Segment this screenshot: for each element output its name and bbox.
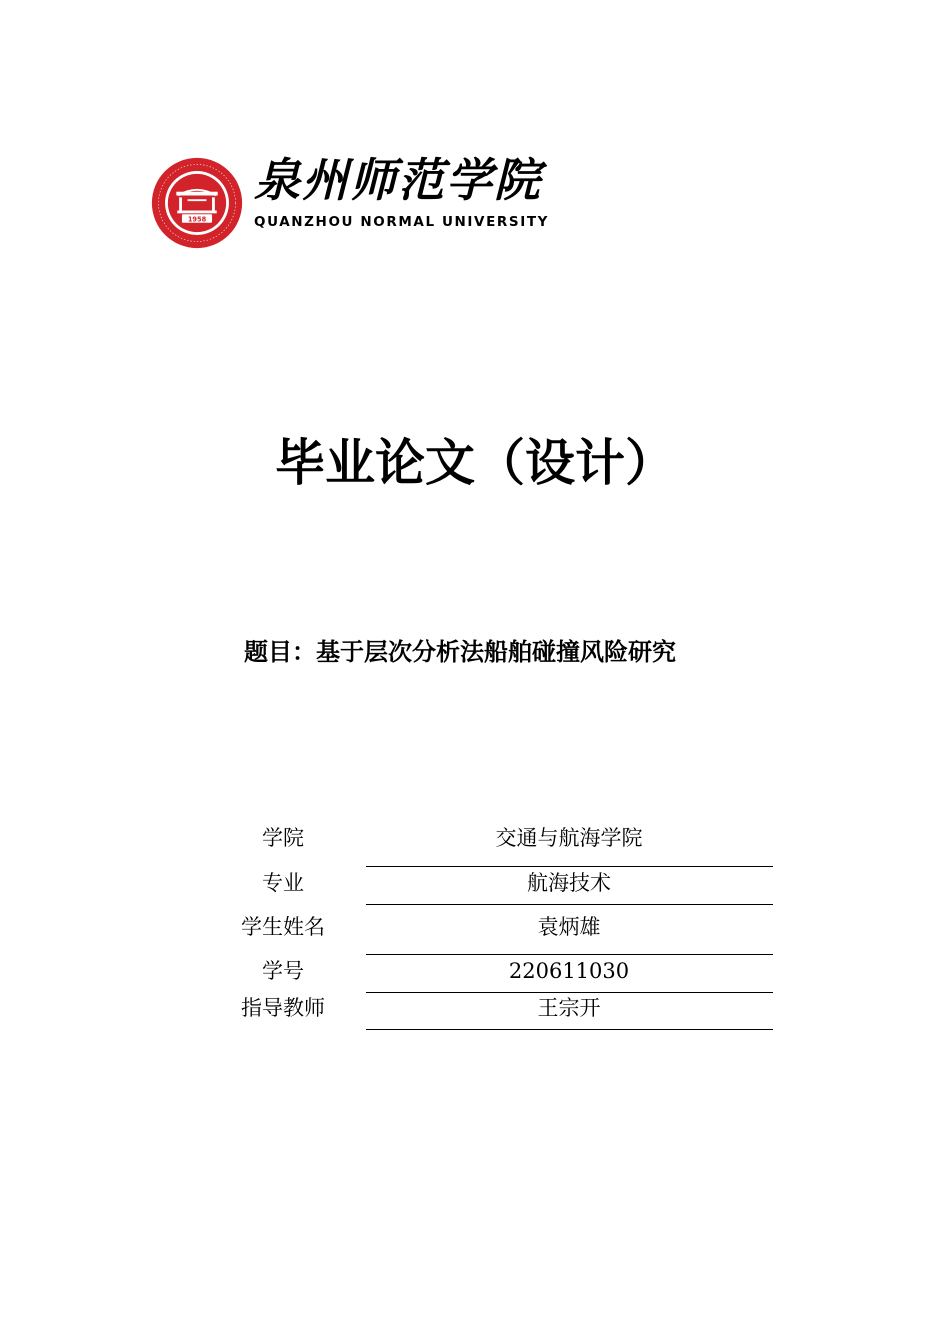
- svg-text:1958: 1958: [187, 215, 207, 224]
- info-value: 220611030: [508, 959, 630, 983]
- university-name-english: QUANZHOU NORMAL UNIVERSITY: [254, 214, 550, 230]
- university-emblem-icon: [150, 156, 244, 250]
- info-value: 袁炳雄: [537, 915, 601, 939]
- info-label: 专业: [262, 871, 304, 895]
- info-row-student-name: [0, 909, 950, 945]
- info-value: 王宗开: [537, 996, 601, 1020]
- university-logo: [150, 152, 550, 247]
- info-row-student-id: [0, 953, 950, 989]
- info-row-advisor: [0, 990, 950, 1026]
- thesis-subject: 题目：基于层次分析法船舶碰撞风险研究: [244, 638, 676, 666]
- underline: [366, 1029, 773, 1030]
- info-row-college: [0, 820, 950, 856]
- info-label: 学号: [262, 959, 304, 983]
- info-label: 学生姓名: [241, 915, 325, 939]
- info-label: 学院: [262, 826, 304, 850]
- info-row-major: [0, 865, 950, 901]
- info-label: 指导教师: [241, 996, 325, 1020]
- university-name-chinese: 泉州师范学院: [254, 153, 542, 207]
- thesis-title: 毕业论文（设计）: [275, 434, 675, 492]
- info-value: 交通与航海学院: [495, 826, 643, 850]
- info-value: 航海技术: [527, 871, 611, 895]
- underline: [366, 904, 773, 905]
